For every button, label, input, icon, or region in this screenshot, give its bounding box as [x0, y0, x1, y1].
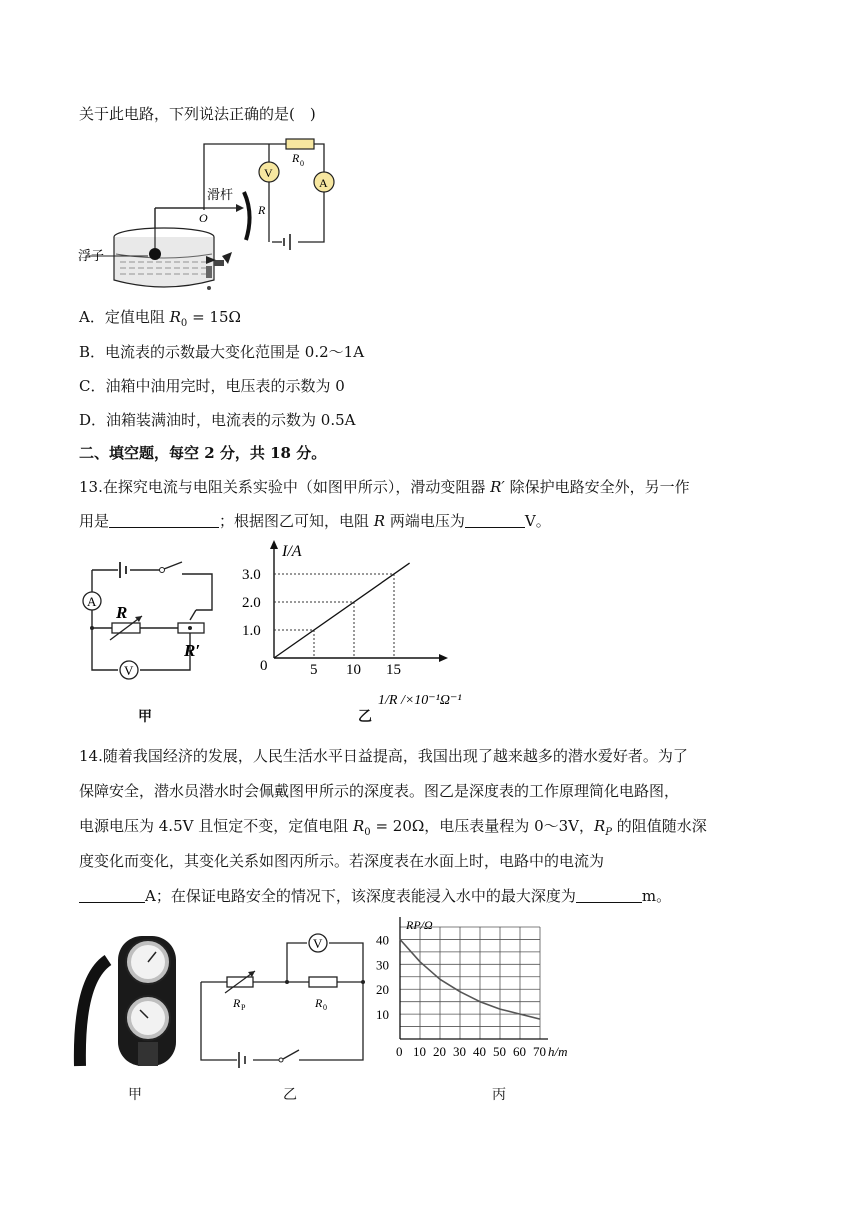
rheostat-arc [244, 192, 250, 240]
q14-graph-bing [372, 915, 572, 1075]
q13-blank-2[interactable] [465, 513, 525, 528]
r0-sub: 0 [300, 159, 304, 168]
rheostat-label: R [258, 203, 266, 217]
x-axis-label: 1/R /×10⁻¹Ω⁻¹ [378, 693, 462, 708]
ammeter-label: A [319, 176, 328, 190]
q13-graph-yi [240, 540, 490, 710]
y-axis-arrow [270, 540, 278, 549]
x-tick-label: 20 [433, 1044, 446, 1059]
q14-caption-jia: 甲 [128, 1087, 142, 1103]
y-tick-label: 40 [376, 932, 389, 948]
r0-resistor [286, 139, 314, 149]
y-tick-label: 10 [376, 1007, 389, 1023]
q12-option-b: B．电流表的示数最大变化范围是 0.2～1A [79, 343, 365, 361]
y-tick-label: 1.0 [242, 623, 261, 639]
q12-option-c: C．油箱中油用完时，电压表的示数为 0 [79, 377, 345, 395]
q14-line-2: 保障安全，潜水员潜水时会佩戴图甲所示的深度表。图乙是深度表的工作原理简化电路图， [79, 782, 680, 800]
svg-text:R: R [116, 603, 128, 622]
q14-line-5: A；在保证电路安全的情况下，该深度表能浸入水中的最大深度为 m。 [79, 886, 671, 906]
y-tick-label: 3.0 [242, 567, 261, 583]
x-tick-label: 60 [513, 1044, 526, 1059]
r0-label: R [292, 151, 300, 165]
svg-text:P: P [241, 1003, 246, 1012]
y-tick-label: 30 [376, 957, 389, 973]
q14-circuit-yi [195, 925, 375, 1070]
x-axis-label: h/m [548, 1044, 568, 1059]
x-tick-label: 5 [310, 662, 318, 678]
q13-blank-1[interactable] [109, 513, 219, 528]
svg-text:R′: R′ [184, 641, 201, 660]
x-tick-label: 40 [473, 1044, 486, 1059]
svg-text:R: R [233, 996, 241, 1010]
svg-text:V: V [124, 663, 134, 678]
data-curve [400, 939, 540, 1019]
q14-caption-bing: 丙 [492, 1087, 506, 1103]
switch-icon [160, 562, 183, 573]
depth-gauge-image [78, 930, 188, 1070]
y-axis-label: I/A [282, 543, 302, 560]
lever-label: 滑杆 [207, 187, 234, 202]
q12-stem: 关于此电路，下列说法正确的是( ) [79, 105, 316, 123]
svg-text:R: R [315, 996, 323, 1010]
svg-text:A: A [87, 594, 97, 609]
q14-line-4: 度变化而变化，其变化关系如图丙所示。若深度表在水面上时，电路中的电流为 [79, 852, 605, 870]
q13-caption-yi: 乙 [358, 709, 372, 725]
data-line [274, 563, 410, 658]
y-tick-label: 2.0 [242, 595, 261, 611]
section-2-heading: 二、填空题，每空 2 分，共 18 分。 [79, 444, 327, 462]
q13-circuit-jia [78, 560, 218, 690]
q12-option-d: D．油箱装满油时，电流表的示数为 0.5A [79, 411, 356, 429]
q12-oil-gauge-figure [76, 132, 336, 297]
battery-icon [284, 234, 290, 250]
y-tick-label: 20 [376, 982, 389, 998]
x-tick-label: 0 [396, 1044, 403, 1059]
q14-blank-2[interactable] [576, 888, 642, 903]
origin-label: 0 [260, 658, 268, 674]
x-tick-label: 70 [533, 1044, 546, 1059]
q14-line-1: 14.随着我国经济的发展，人民生活水平日益提高，我国出现了越来越多的潜水爱好者。为了 [79, 747, 688, 765]
svg-text:V: V [313, 936, 323, 951]
r0-resistor-icon [309, 977, 337, 987]
battery-icon [239, 1052, 245, 1068]
pivot-label: O [199, 211, 208, 225]
x-axis-arrow [439, 654, 448, 662]
q13-caption-jia: 甲 [138, 709, 152, 725]
x-tick-label: 30 [453, 1044, 466, 1059]
x-tick-label: 15 [386, 662, 401, 678]
q14-line-3: 电源电压为 4.5V 且恒定不变，定值电阻 $R_0 = 20\Omega$，电压表量程为 0～3V，$R_P$ 的阻值随水深 [79, 817, 707, 838]
tap-icon [206, 252, 232, 290]
voltmeter-label: V [264, 166, 273, 180]
y-axis-label: RP/Ω [406, 918, 433, 932]
q14-blank-1[interactable] [79, 888, 145, 903]
switch-icon [279, 1050, 299, 1062]
x-tick-label: 10 [413, 1044, 426, 1059]
x-tick-label: 50 [493, 1044, 506, 1059]
q14-caption-yi: 乙 [283, 1087, 297, 1103]
svg-text:0: 0 [323, 1003, 327, 1012]
float-label: 浮子 [78, 248, 105, 263]
q13-line-1: 13.在探究电流与电阻关系实验中（如图甲所示），滑动变阻器 R′ 除保护电路安全外，另一作 [79, 478, 690, 496]
x-tick-label: 10 [346, 662, 361, 678]
q13-line-2: 用是 ；根据图乙可知，电阻 R 两端电压为 V。 [79, 512, 551, 530]
q12-option-a: A．定值电阻 $R_0 = 15\Omega$ [79, 308, 241, 329]
float-ball-icon [149, 248, 161, 260]
battery-icon [120, 562, 126, 578]
